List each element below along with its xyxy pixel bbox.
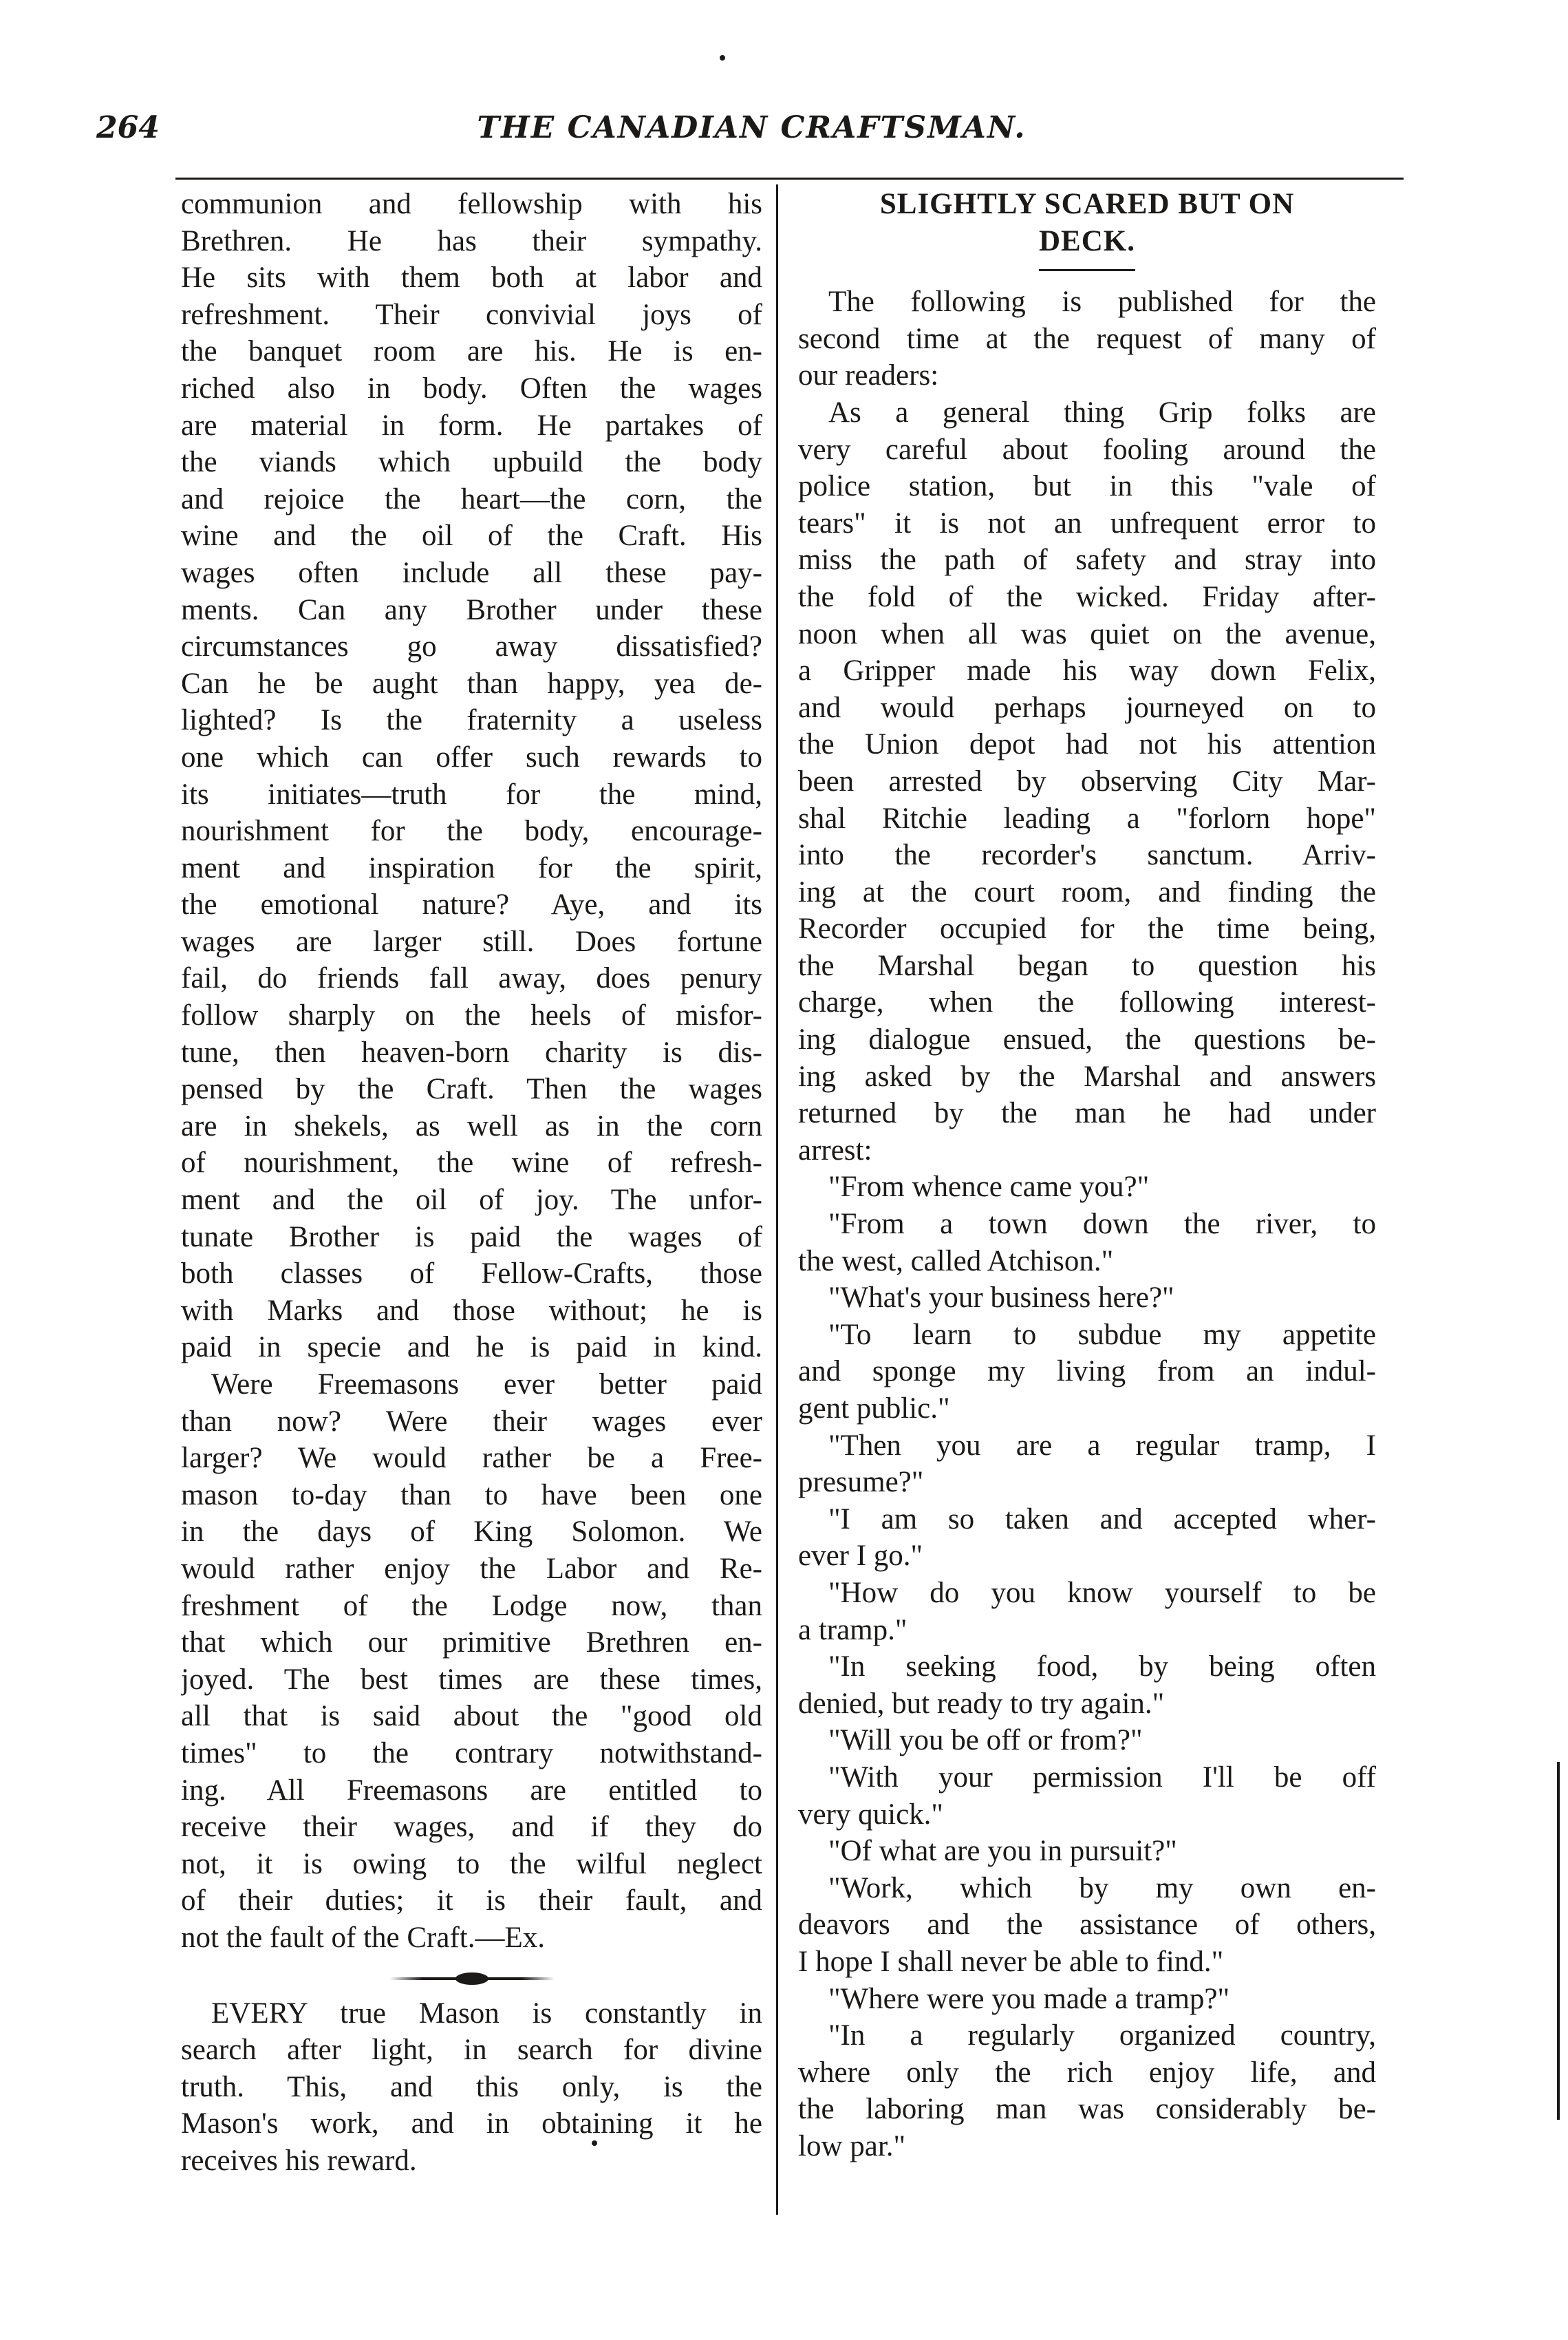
text-line: search after light, in search for divine [181,2034,762,2067]
text-line: ing dialogue ensued, the questions be- [798,1023,1376,1056]
text-line: tune, then heaven-born charity is dis- [181,1036,762,1069]
text-line: with Marks and those without; he is [181,1294,762,1327]
text-line: that which our primitive Brethren en- [181,1626,762,1659]
text-line: the emotional nature? Aye, and its [181,889,762,922]
text-line: second time at the request of many of [798,322,1376,355]
text-line: the Marshal began to question his [798,949,1376,982]
page-header [96,110,1407,165]
text-line: than now? Were their wages ever [181,1405,762,1438]
text-line: larger? We would rather be a Free- [181,1442,762,1475]
text-line: ing. All Freemasons are entitled to [181,1774,762,1807]
text-line: "How do you know yourself to be [828,1576,1376,1609]
text-line: one which can offer such rewards to [181,741,762,774]
text-line: ment and inspiration for the spirit, [181,851,762,884]
text-line: EVERY true Mason is constantly in [211,1997,762,2030]
text-line: the banquet room are his. He is en- [181,335,762,368]
text-line: not, it is owing to the wilful neglect [181,1847,762,1880]
text-line: returned by the man he had under [798,1097,1376,1130]
text-line: are in shekels, as well as in the corn [181,1109,762,1142]
text-line: would rather enjoy the Labor and Re- [181,1552,762,1585]
text-line: the laboring man was considerably be- [798,2093,1376,2126]
text-line: all that is said about the "good old [181,1700,762,1733]
text-line: into the recorder's sanctum. Arriv- [798,839,1376,872]
text-line: tears" it is not an unfrequent error to [798,507,1376,540]
text-line: ever I go." [798,1540,923,1573]
text-line: I hope I shall never be able to find." [798,1945,1224,1978]
text-line: joyed. The best times are these times, [181,1663,762,1696]
text-line: the west, called Atchison." [798,1244,1114,1277]
text-line: a tramp." [798,1613,907,1646]
text-line: Recorder occupied for the time being, [798,913,1376,946]
text-line: riched also in body. Often the wages [181,372,762,405]
text-line: truth. This, and this only, is the [181,2070,762,2103]
text-line: mason to-day than to have been one [181,1478,762,1511]
text-line: and rejoice the heart—the corn, the [181,482,762,515]
text-line: communion and fellowship with his [181,188,762,220]
text-line: fail, do friends fall away, does penury [181,962,762,995]
text-line: "Where were you made a tramp?" [828,1982,1230,2015]
text-line: low par." [798,2129,906,2162]
page-edge-mark [1557,1762,1560,2120]
text-line: police station, but in this "vale of [798,470,1376,503]
text-line: "Of what are you in pursuit?" [828,1835,1177,1868]
text-line: refreshment. Their convivial joys of [181,298,762,331]
section-ornament [389,1977,555,1980]
article-headline: DECK. [1039,224,1135,257]
text-line: where only the rich enjoy life, and [798,2056,1376,2089]
text-line: "In seeking food, by being often [828,1650,1376,1683]
text-line: pensed by the Craft. Then the wages [181,1073,762,1106]
article-headline: SLIGHTLY SCARED BUT ON [879,188,1295,220]
text-line: presume?" [798,1466,924,1499]
text-line: circumstances go away dissatisfied? [181,630,762,663]
text-line: arrest: [798,1134,872,1167]
left-column [181,186,762,2179]
text-line: freshment of the Lodge now, than [181,1589,762,1622]
text-line: "With your permission I'll be off [828,1761,1376,1794]
text-line: very careful about fooling around the [798,433,1376,466]
text-line: both classes of Fellow-Crafts, those [181,1257,762,1290]
text-line: not the fault of the Craft.—Ex. [181,1921,545,1954]
text-line: Mason's work, and in obtaining it he [181,2107,762,2140]
text-line: receive their wages, and if they do [181,1811,762,1844]
text-line: very quick." [798,1798,943,1831]
text-line: miss the path of safety and stray into [798,544,1376,577]
text-line: "Will you be off or from?" [828,1724,1143,1757]
text-line: He sits with them both at labor and [181,262,762,295]
text-line: denied, but ready to try again." [798,1687,1165,1720]
text-line: "Then you are a regular tramp, I [828,1429,1376,1462]
right-column [798,186,1376,2164]
text-line: of nourishment, the wine of refresh- [181,1147,762,1180]
text-line: the fold of the wicked. Friday after- [798,580,1376,613]
text-line: our readers: [798,359,939,392]
text-line: noon when all was quiet on the avenue, [798,617,1376,650]
text-line: the Union depot had not his attention [798,728,1376,761]
print-speck [720,55,725,61]
text-line: Were Freemasons ever better paid [211,1368,762,1401]
text-line: in the days of King Solomon. We [181,1515,762,1549]
text-line: nourishment for the body, encourage- [181,815,762,848]
text-line: and would perhaps journeyed on to [798,691,1376,724]
text-line: ing asked by the Marshal and answers [798,1060,1376,1093]
header-rule [175,178,1404,180]
text-line: "From a town down the river, to [828,1208,1376,1241]
page-number: 264 [96,110,160,145]
text-line: "To learn to subdue my appetite [828,1318,1376,1351]
text-line: lighted? Is the fraternity a useless [181,704,762,737]
text-line: "In a regularly organized country, [828,2019,1376,2052]
text-line: deavors and the assistance of others, [798,1908,1376,1942]
headline-rule [1039,269,1135,271]
text-line: "Work, which by my own en- [828,1871,1376,1904]
text-line: Can he be aught than happy, yea de- [181,667,762,700]
text-line: gent public." [798,1392,950,1425]
text-line: shal Ritchie leading a "forlorn hope" [798,802,1376,835]
text-line: paid in specie and he is paid in kind. [181,1331,762,1364]
text-line: of their duties; it is their fault, and [181,1884,762,1917]
text-line: a Gripper made his way down Felix, [798,655,1376,688]
text-line: charge, when the following interest- [798,986,1376,1019]
text-line: ments. Can any Brother under these [181,593,762,626]
text-line: receives his reward. [181,2144,417,2177]
text-line: wages often include all these pay- [181,556,762,589]
text-line: The following is published for the [828,286,1376,319]
text-line: times" to the contrary notwithstand- [181,1736,762,1769]
text-line: and sponge my living from an indul- [798,1355,1376,1388]
text-line: "From whence came you?" [828,1171,1150,1204]
text-line: wine and the oil of the Craft. His [181,520,762,553]
text-line: "What's your business here?" [828,1281,1174,1315]
column-divider [776,184,778,2215]
text-line: been arrested by observing City Mar- [798,765,1376,798]
text-line: As a general thing Grip folks are [828,396,1376,429]
text-line: Brethren. He has their sympathy. [181,224,762,257]
text-line: ing at the court room, and finding the [798,875,1376,908]
print-speck [592,2140,597,2146]
text-line: are material in form. He partakes of [181,409,762,442]
text-line: wages are larger still. Does fortune [181,925,762,958]
text-line: the viands which upbuild the body [181,446,762,479]
text-line: ment and the oil of joy. The unfor- [181,1184,762,1217]
text-line: follow sharply on the heels of misfor- [181,999,762,1032]
text-line: its initiates—truth for the mind, [181,778,762,811]
text-line: "I am so taken and accepted wher- [828,1502,1376,1535]
text-line: tunate Brother is paid the wages of [181,1220,762,1253]
running-title: THE CANADIAN CRAFTSMAN. [477,110,1027,145]
